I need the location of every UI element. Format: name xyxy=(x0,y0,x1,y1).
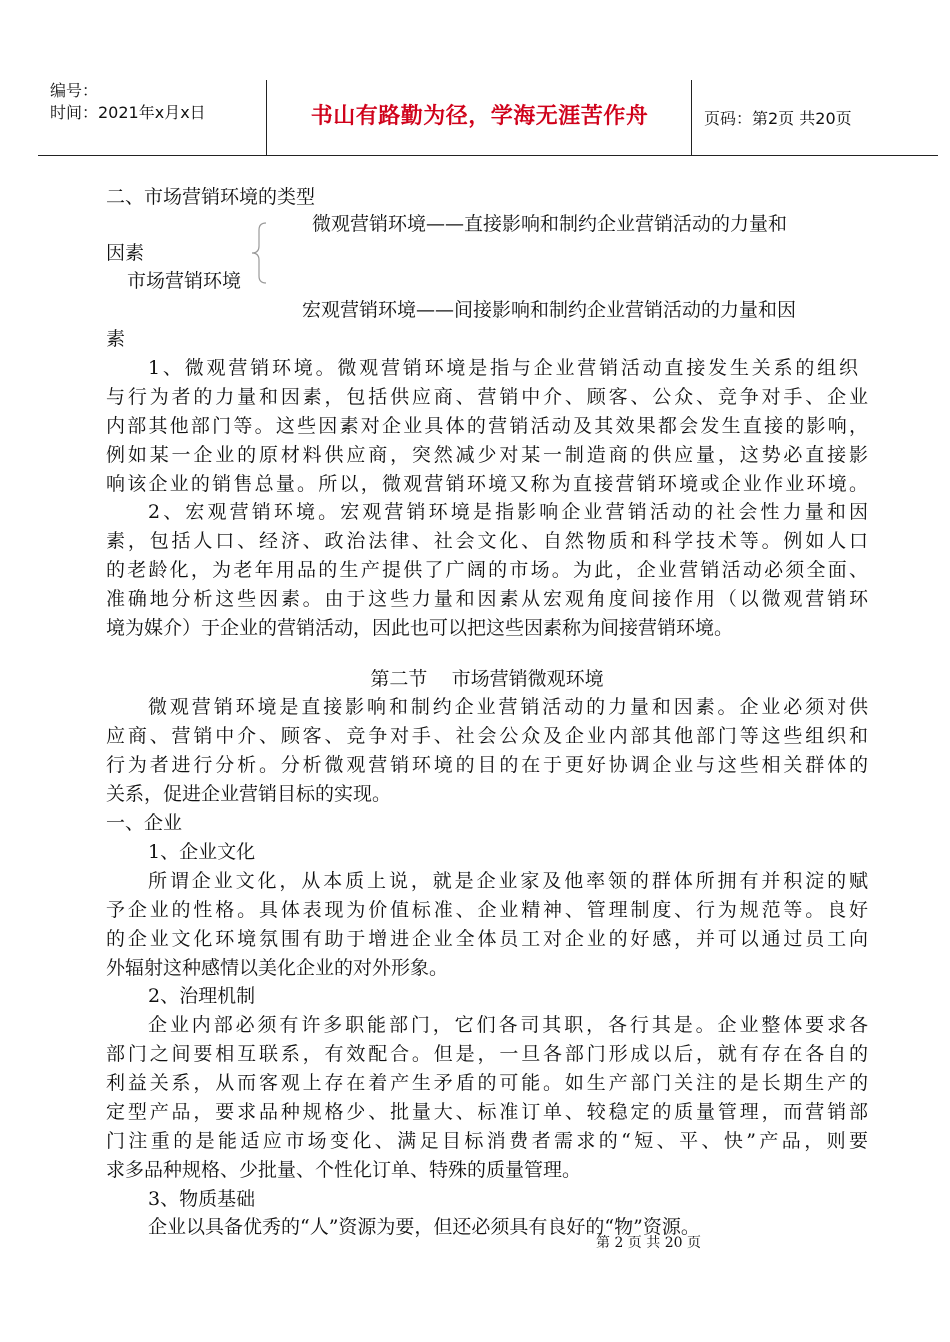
sub-heading: 一、企业 xyxy=(106,812,183,834)
header-divider xyxy=(266,80,267,156)
text-line: 予企业的性格。具体表现为价值标准、企业精神、管理制度、行为规范等。良好 xyxy=(106,899,868,921)
doc-time: 时间：2021年x月x日 xyxy=(50,103,206,122)
text-line: 准确地分析这些因素。由于这些力量和因素从宏观角度间接作用（以微观营销环 xyxy=(106,588,868,610)
text-line: 宏观营销环境——间接影响和制约企业营销活动的力量和因 xyxy=(302,299,797,321)
text-line: 响该企业的销售总量。所以，微观营销环境又称为直接营销环境或企业作业环境。 xyxy=(106,473,868,495)
text-line: 因素 xyxy=(106,242,145,264)
text-line: 境为媒介）于企业的营销活动，因此也可以把这些因素称为间接营销环境。 xyxy=(106,617,734,639)
text-line: 的企业文化环境氛围有助于增进企业全体员工对企业的好感，并可以通过员工向 xyxy=(106,928,868,950)
page-footer: 第 2 页 共 20 页 xyxy=(596,1235,701,1251)
text-line: 外辐射这种感情以美化企业的对外形象。 xyxy=(106,957,449,979)
text-line: 所谓企业文化，从本质上说，就是企业家及他率领的群体所拥有并积淀的赋 xyxy=(148,870,868,892)
text-line: 利益关系，从而客观上存在着产生矛盾的可能。如生产部门关注的是长期生产的 xyxy=(106,1072,868,1094)
section-title: 第二节 市场营销微观环境 xyxy=(370,668,604,690)
doc-number-label: 编号： xyxy=(50,81,99,100)
text-line: 微观营销环境——直接影响和制约企业营销活动的力量和 xyxy=(312,213,788,235)
text-line: 部门之间要相互联系，有效配合。但是，一旦各部门形成以后，就有存在各自的 xyxy=(106,1043,868,1065)
text-line: 企业以具备优秀的“人”资源为要，但还必须具有良好的“物”资源。 xyxy=(148,1216,700,1238)
text-line: 与行为者的力量和因素，包括供应商、营销中介、顾客、公众、竞争对手、企业 xyxy=(106,386,868,408)
text-line: 内部其他部门等。这些因素对企业具体的营销活动及其效果都会发生直接的影响， xyxy=(106,415,868,437)
text-line: 门注重的是能适应市场变化、满足目标消费者需求的“短、平、快”产品，则要 xyxy=(106,1130,868,1152)
text-line: 求多品种规格、少批量、个性化订单、特殊的质量管理。 xyxy=(106,1159,582,1181)
sub-heading: 2、治理机制 xyxy=(148,985,256,1007)
text-line: 定型产品，要求品种规格少、批量大、标准订单、较稳定的质量管理，而营销部 xyxy=(106,1101,868,1123)
text-line: 关系，促进企业营销目标的实现。 xyxy=(106,783,392,805)
text-line: 2、宏观营销环境。宏观营销环境是指影响企业营销活动的社会性力量和因 xyxy=(148,501,868,523)
text-line: 微观营销环境是直接影响和制约企业营销活动的力量和因素。企业必须对供 xyxy=(148,696,868,718)
text-line: 的老龄化，为老年用品的生产提供了广阔的市场。为此，企业营销活动必须全面、 xyxy=(106,559,868,581)
text-line: 企业内部必须有许多职能部门，它们各司其职，各行其是。企业整体要求各 xyxy=(148,1014,868,1036)
doc-meta xyxy=(50,80,260,124)
sub-heading: 1、企业文化 xyxy=(148,841,256,863)
text-line: 应商、营销中介、顾客、竞争对手、社会公众及企业内部其他部门等这些组织和 xyxy=(106,725,868,747)
text-line: 市场营销环境 xyxy=(127,270,242,292)
section-heading: 二、市场营销环境的类型 xyxy=(106,186,316,208)
sub-heading: 3、物质基础 xyxy=(148,1188,256,1210)
text-line: 1、微观营销环境。微观营销环境是指与企业营销活动直接发生关系的组织 xyxy=(148,357,858,379)
text-line: 行为者进行分析。分析微观营销环境的目的在于更好协调企业与这些相关群体的 xyxy=(106,754,868,776)
header-motto: 书山有路勤为径，学海无涯苦作舟 xyxy=(310,104,649,129)
text-line: 素 xyxy=(106,328,126,350)
text-line: 例如某一企业的原材料供应商，突然减少对某一制造商的供应量，这势必直接影 xyxy=(106,444,868,466)
header-page-info: 页码：第2页 共20页 xyxy=(704,109,852,128)
text-line: 素，包括人口、经济、政治法律、社会文化、自然物质和科学技术等。例如人口 xyxy=(106,530,868,552)
header-divider xyxy=(691,80,692,156)
header-rule xyxy=(38,155,938,156)
